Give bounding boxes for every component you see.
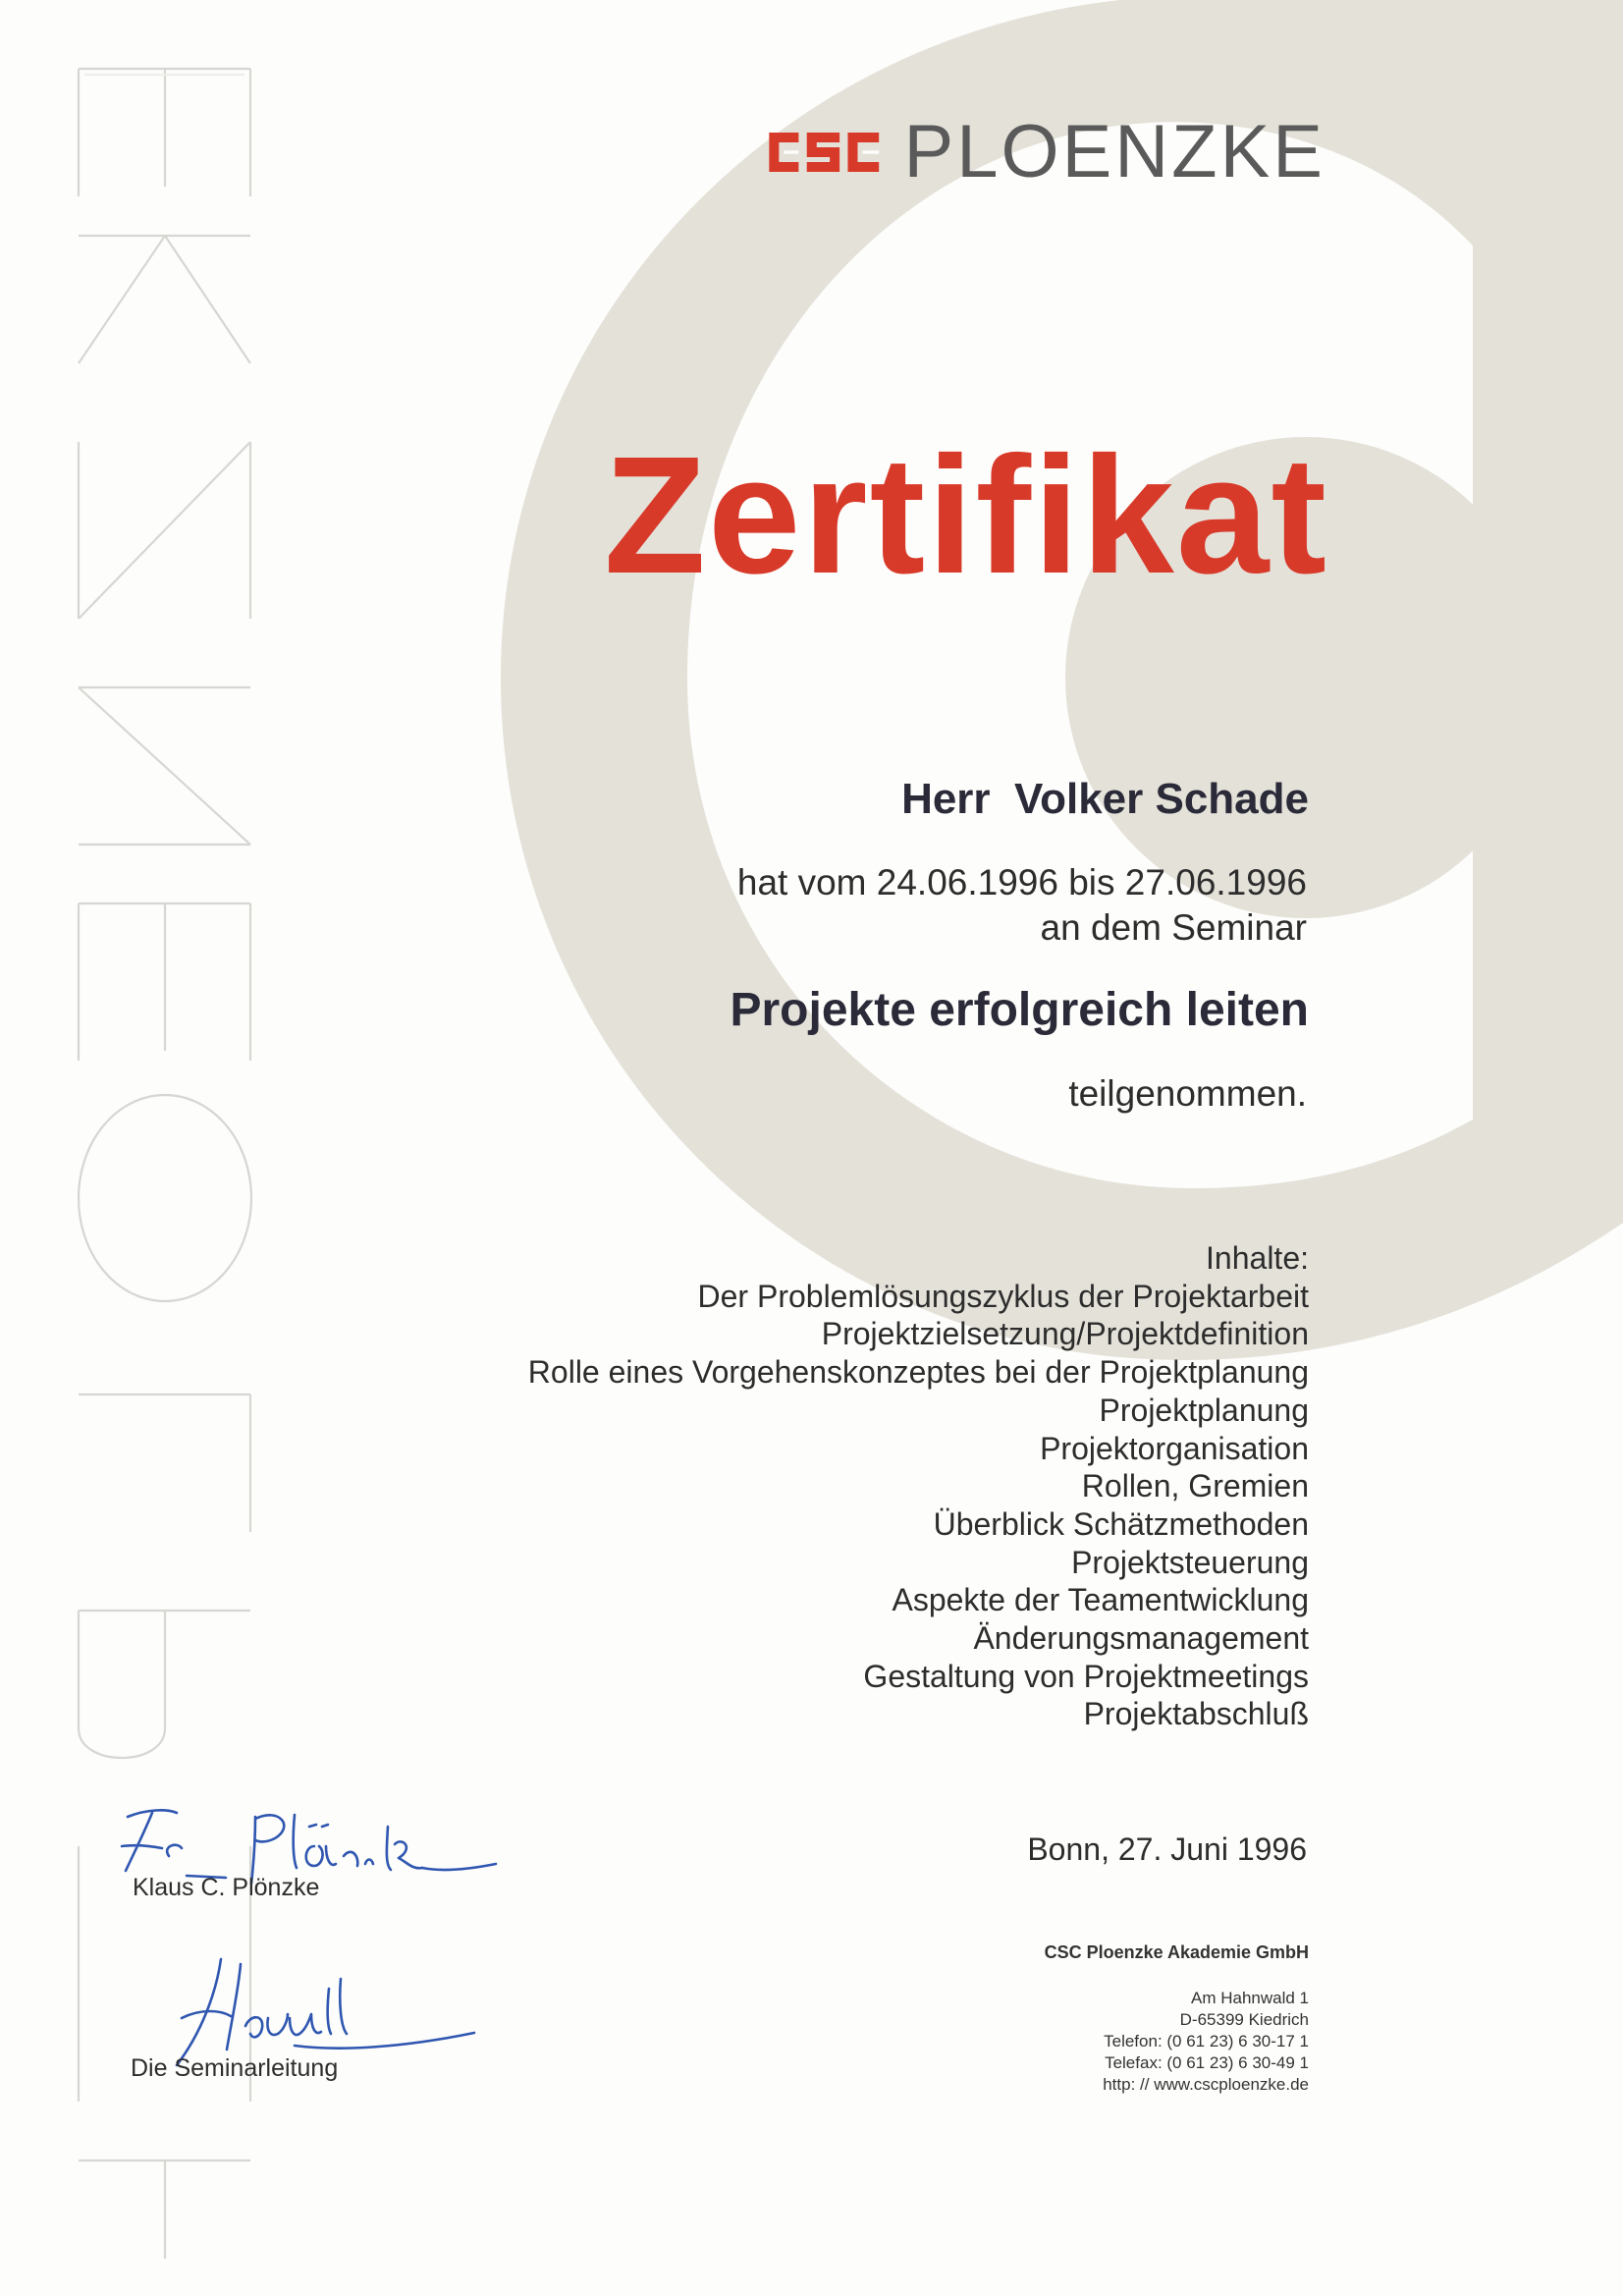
contents-item: Der Problemlösungszyklus der Projektarbeit xyxy=(697,1278,1309,1314)
seminar-intro: an dem Seminar xyxy=(1040,907,1307,948)
address-phone: Telefon: (0 61 23) 6 30-17 1 xyxy=(1104,2032,1309,2050)
place-date: Bonn, 27. Juni 1996 xyxy=(1027,1831,1307,1867)
contents-item: Änderungsmanagement xyxy=(973,1620,1309,1657)
address-city: D-65399 Kiedrich xyxy=(1179,2010,1309,2029)
address-fax: Telefax: (0 61 23) 6 30-49 1 xyxy=(1105,2053,1309,2072)
signatory-name: Klaus C. Plönzke xyxy=(133,1874,320,1901)
period-line: hat vom 24.06.1996 bis 27.06.1996 xyxy=(736,862,1307,902)
company-logo xyxy=(766,103,1325,201)
address-website: http: // www.cscploenzke.de xyxy=(1103,2075,1309,2094)
csc-logo-mark xyxy=(766,123,883,182)
contents-item: Rolle eines Vorgehenskonzeptes bei der Projektplanung xyxy=(527,1354,1309,1391)
company-name: CSC Ploenzke Akademie GmbH xyxy=(1044,1942,1309,1962)
logo-wordmark: PLOENZKE xyxy=(903,110,1325,193)
contents-item: Projektzielsetzung/Projektdefinition xyxy=(821,1316,1309,1352)
seminar-title: Projekte erfolgreich leiten xyxy=(730,984,1309,1036)
contents-item: Rollen, Gremien xyxy=(1081,1468,1309,1504)
company-address xyxy=(1103,1988,1309,2096)
contents-section xyxy=(425,1239,1309,1733)
participated-text: teilgenommen. xyxy=(1068,1073,1307,1114)
contents-item: Projektorganisation xyxy=(1040,1430,1309,1466)
contents-item: Projektplanung xyxy=(1099,1392,1309,1428)
contents-item: Projektabschluß xyxy=(1083,1696,1309,1732)
contents-item: Überblick Schätzmethoden xyxy=(933,1505,1309,1542)
recipient-name: Herr Volker Schade xyxy=(901,775,1309,823)
certificate-title: Zertifikat xyxy=(604,422,1328,609)
signatory-role: Die Seminarleitung xyxy=(131,2054,339,2082)
contents-item: Projektsteuerung xyxy=(1071,1544,1309,1580)
contents-heading: Inhalte: xyxy=(1206,1240,1309,1276)
contents-item: Gestaltung von Projektmeetings xyxy=(863,1658,1309,1694)
address-street: Am Hahnwald 1 xyxy=(1190,1989,1309,2007)
contents-item: Aspekte der Teamentwicklung xyxy=(892,1582,1309,1618)
